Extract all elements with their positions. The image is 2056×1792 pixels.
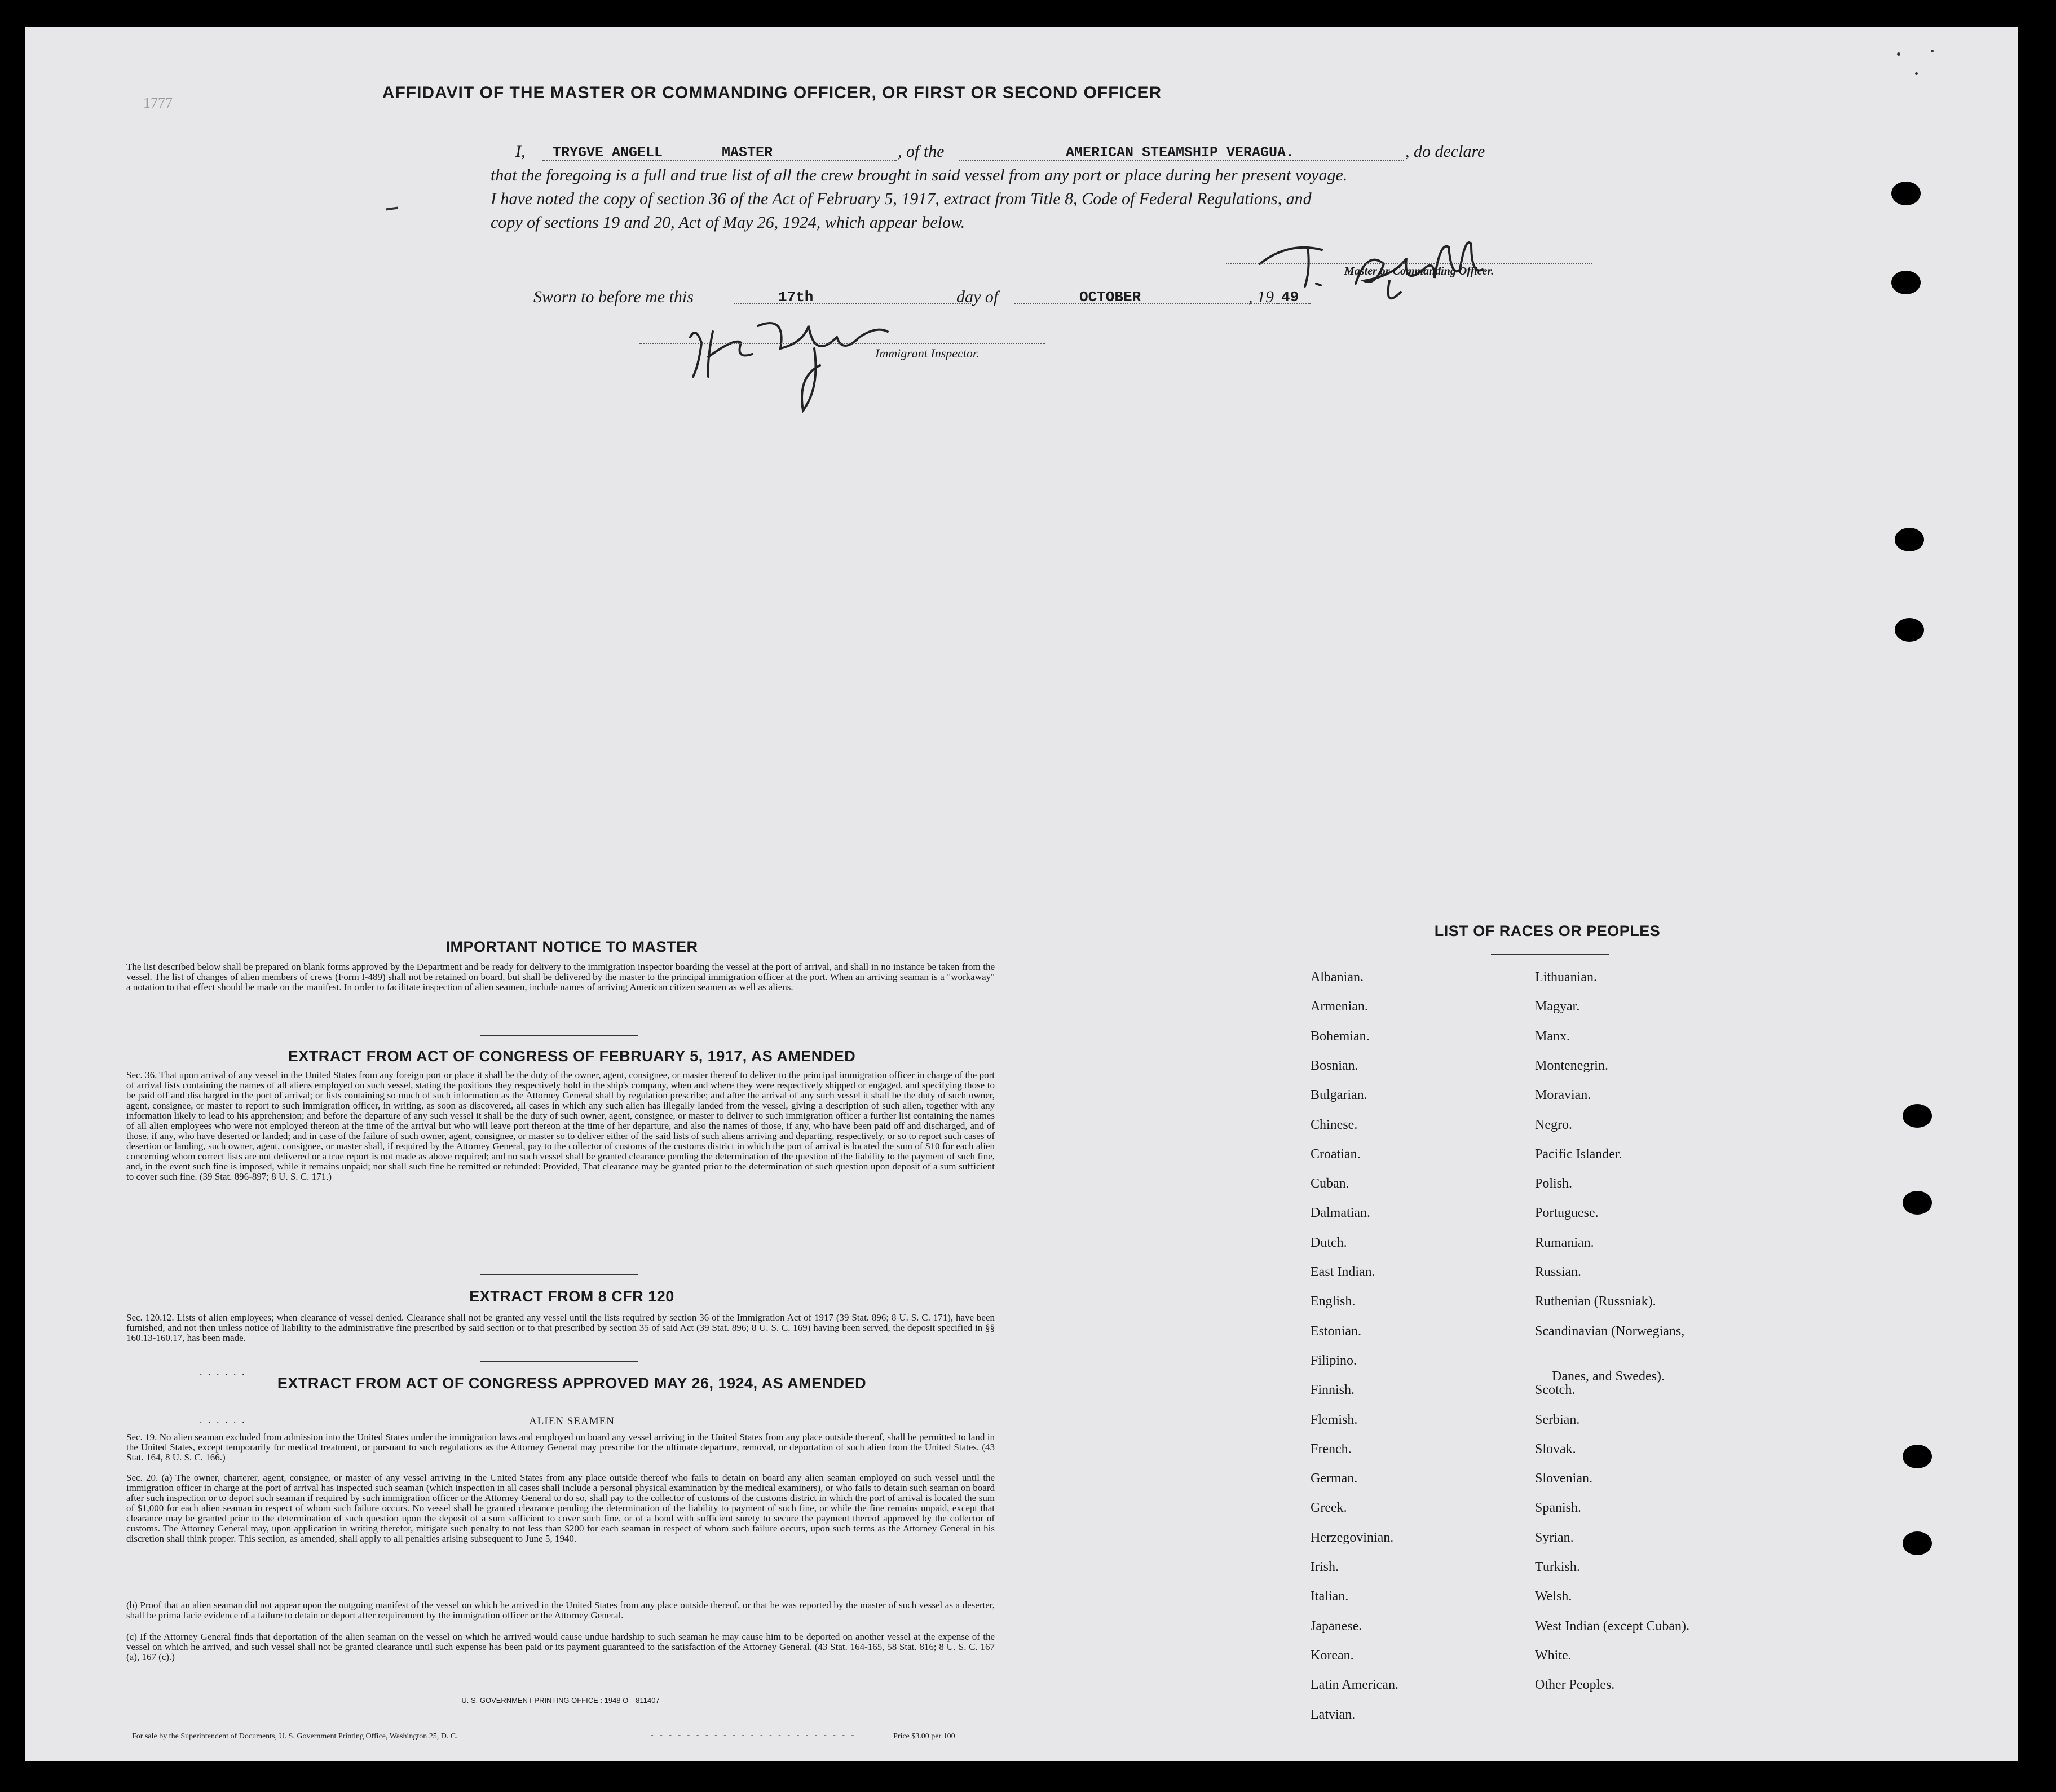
section-20b: (b) Proof that an alien seaman did not appear upon the outgoing manifest of the vessel on which he arrived in the United States from any place outside thereof, or that he was reported by the master of such vessel as a deserter, shall be prima facie evidence of a failure to detain or deport after requirement by the immigration officer or the Attorney General. xyxy=(126,1600,995,1621)
race-item: Latvian. xyxy=(1311,1707,1356,1722)
notice-body: The list described below shall be prepared on blank forms approved by the Department and be ready for delivery to the immigration inspector boarding the vessel at the port of arrival, and shall in no instance be taken from the vessel. The list of changes of alien members of crews (Form I-489) shall not be retained on board, but shall be delivered by the master to the principal immigration officer at the port. When an arriving seaman is a "workaway" a notation to that effect should be made on the manifest. In order to facilitate inspection of alien seamen, include names of arriving American citizen seamen as well as aliens. xyxy=(126,961,995,992)
race-item: Korean. xyxy=(1311,1648,1354,1663)
master-name: TRYGVE ANGELL xyxy=(553,144,663,161)
race-item: Chinese. xyxy=(1311,1117,1358,1132)
race-item: Dutch. xyxy=(1311,1235,1347,1250)
race-item: Slovak. xyxy=(1535,1441,1576,1456)
race-item: White. xyxy=(1535,1648,1572,1663)
race-item: Slovenian. xyxy=(1535,1471,1592,1486)
race-item: Italian. xyxy=(1311,1589,1349,1604)
footer-right: Price $3.00 per 100 xyxy=(893,1732,955,1741)
speck-mark xyxy=(386,206,398,210)
extract-1924-heading: EXTRACT FROM ACT OF CONGRESS APPROVED MAY 26, 1924, AS AMENDED xyxy=(277,1375,867,1392)
name-fill-line xyxy=(542,160,897,161)
race-item: Scandinavian (Norwegians, xyxy=(1535,1323,1685,1339)
notice-heading: IMPORTANT NOTICE TO MASTER xyxy=(445,938,698,955)
race-item: Lithuanian. xyxy=(1535,970,1597,985)
extract-1917-body: Sec. 36. That upon arrival of any vessel in the United States from any foreign port or place it shall be the duty of the owner, agent, consignee, or master thereof to deliver to the principal immigration officer in charge of the port of arrival lists containing the names of all aliens employed on such vessel, stating the positions they respectively hold in the ship's company, when and where they were respectively shipped or engaged, and specifying those to be paid off and discharged in the port of arrival; or lists containing so much of such information as the Attorney General shall by regulation prescribe; and after the arrival of any such vessel it shall be the duty of such owner, agent, consignee, or master to report to such immigration officer, in writing, as soon as discovered, all cases in which any such alien has illegally landed from the vessel, giving a description of such alien, together with any information likely to lead to his apprehension; and before the departure of any such vessel it shall be the duty of such owner, agent, consignee, or master to deliver to such immigration officer a further list containing the names of all alien employees who were not employed thereon at the time of the arrival but who will leave port thereon at the time of her departure, and also the names of those, if any, who have been paid off and discharged, and of those, if any, who have deserted or landed; and in case of the failure of such owner, agent, consignee, or master so to deliver either of the said lists of such aliens arriving and departing, respectively, or so to report such cases of desertion or landing, such owner, agent, consignee, or master shall, if required by the Attorney General, pay to the collector of customs of the customs district in which the port of arrival is located the sum of $10 for each alien concerning whom correct lists are not delivered or a true report is not made as above required; and no such vessel shall be granted clearance pending the determination of the question of the liability to the payment of such fine, and, in the event such fine is imposed, while it remains unpaid; nor shall such fine be remitted or refunded: Provided, That clearance may be granted prior to the determination of such question upon deposit of a sum sufficient to cover such fine. (39 Stat. 896-897; 8 U. S. C. 171.) xyxy=(126,1070,995,1182)
binder-hole xyxy=(1895,528,1924,551)
race-item: Irish. xyxy=(1311,1560,1339,1574)
footer-left: For sale by the Superintendent of Documents, U. S. Government Printing Office, Washington 25, D. C. xyxy=(132,1732,458,1741)
race-item: Turkish. xyxy=(1535,1560,1580,1574)
race-item: West Indian (except Cuban). xyxy=(1535,1618,1689,1634)
divider-rule xyxy=(480,1035,638,1036)
race-item: Russian. xyxy=(1535,1265,1582,1279)
footer-dashes: - - - - - - - - - - - - - - - - - - - - - - - xyxy=(651,1731,857,1740)
race-item: Pacific Islander. xyxy=(1535,1146,1622,1162)
race-item: Danes, and Swedes). xyxy=(1552,1369,1665,1384)
race-item: Magyar. xyxy=(1535,999,1580,1014)
race-item: Armenian. xyxy=(1311,999,1368,1014)
race-item: French. xyxy=(1311,1441,1352,1456)
declaration-line-4: copy of sections 19 and 20, Act of May 26, 1924, which appear below. xyxy=(491,213,965,232)
binder-hole xyxy=(1903,1104,1932,1128)
race-item: German. xyxy=(1311,1471,1358,1486)
day-of-text: day of xyxy=(956,288,999,306)
race-item: Herzegovinian. xyxy=(1311,1530,1394,1545)
inspector-caption: Immigrant Inspector. xyxy=(875,346,980,360)
race-item: East Indian. xyxy=(1311,1265,1375,1279)
page-mark: 1777 xyxy=(143,95,173,111)
race-item: Rumanian. xyxy=(1535,1235,1594,1250)
races-heading-rule xyxy=(1491,954,1609,955)
race-item: Portuguese. xyxy=(1535,1206,1599,1221)
race-item: Latin American. xyxy=(1311,1678,1398,1693)
master-rank: MASTER xyxy=(722,144,773,161)
sworn-month: OCTOBER xyxy=(1079,289,1141,306)
race-item: Bohemian. xyxy=(1311,1029,1370,1044)
document-page xyxy=(25,27,2018,1761)
speck-mark xyxy=(1915,72,1918,75)
race-item: Flemish. xyxy=(1311,1412,1358,1427)
race-item: Polish. xyxy=(1535,1176,1573,1191)
race-item: Spanish. xyxy=(1535,1500,1582,1516)
race-item: Japanese. xyxy=(1311,1618,1362,1634)
race-item: Finnish. xyxy=(1311,1383,1355,1398)
of-the-text: , of the xyxy=(898,142,945,161)
race-item: Dalmatian. xyxy=(1311,1206,1370,1221)
speck-mark xyxy=(1897,52,1900,56)
binder-hole xyxy=(1895,618,1924,642)
do-declare-text: , do declare xyxy=(1405,142,1485,161)
vessel-name: AMERICAN STEAMSHIP VERAGUA. xyxy=(1066,144,1295,161)
declaration-line-3: I have noted the copy of section 36 of the Act of February 5, 1917, extract from Title 8, Code of Federal Regulations, and xyxy=(491,189,1312,208)
month-fill-line xyxy=(1014,303,1280,304)
race-item: Manx. xyxy=(1535,1029,1570,1044)
race-item: Scotch. xyxy=(1535,1383,1576,1398)
race-item: Welsh. xyxy=(1535,1589,1572,1604)
extract-1917-heading: EXTRACT FROM ACT OF CONGRESS OF FEBRUARY 5, 1917, AS AMENDED xyxy=(288,1048,856,1065)
affidavit-title: AFFIDAVIT OF THE MASTER OR COMMANDING OFFICER, OR FIRST OR SECOND OFFICER xyxy=(382,83,1162,102)
signature-line xyxy=(1226,263,1592,264)
dots-line: . . . . . . xyxy=(200,1414,246,1425)
sworn-day: 17th xyxy=(778,289,814,306)
inspector-signature-line xyxy=(639,343,1045,344)
gpo-line: U. S. GOVERNMENT PRINTING OFFICE : 1948 O—811407 xyxy=(461,1696,660,1705)
dots-line: . . . . . . xyxy=(200,1366,246,1378)
races-heading: LIST OF RACES OR PEOPLES xyxy=(1434,923,1661,939)
speck-mark xyxy=(1931,50,1934,52)
extract-cfr-body: Sec. 120.12. Lists of alien employees; when clearance of vessel denied. Clearance shall not be granted any vessel until the lists required by section 36 of the Immigration Act of 1917 (39 Stat. 896; 8 U. S. C. 171), have been furnished, and not then unless notice of liability to the administrative fine prescribed by said section or to that prescribed by section 35 of said Act (39 Stat. 896; 8 U. S. C. 169) having been served, the deposit specified in §§ 160.13-160.17, has been made. xyxy=(126,1312,995,1343)
section-20c: (c) If the Attorney General finds that deportation of the alien seaman on the vessel on which he arrived would cause undue hardship to such seaman he may cause him to be deported on another vessel at the expense of the vessel on which he arrived, and such vessel shall not be granted clearance until such expense has been paid or its payment guaranteed to the satisfaction of the Attorney General. (43 Stat. 164-165, 58 Stat. 816; 8 U. S. C. 167 (a), 167 (c).) xyxy=(126,1631,995,1662)
year-prefix: , 19 xyxy=(1248,288,1274,306)
year-fill-line xyxy=(1277,303,1311,304)
race-item: Bosnian. xyxy=(1311,1058,1358,1073)
divider-rule xyxy=(480,1361,638,1362)
binder-hole xyxy=(1891,271,1921,294)
race-item: Other Peoples. xyxy=(1535,1678,1615,1693)
vessel-fill-line xyxy=(959,160,1404,161)
race-item: Estonian. xyxy=(1311,1323,1361,1339)
divider-rule xyxy=(480,1274,638,1275)
sworn-year: 49 xyxy=(1281,289,1299,306)
race-item: Serbian. xyxy=(1535,1412,1580,1427)
binder-hole xyxy=(1903,1445,1932,1468)
binder-hole xyxy=(1891,182,1921,205)
race-item: Greek. xyxy=(1311,1500,1347,1516)
race-item: Moravian. xyxy=(1535,1088,1591,1103)
race-item: Albanian. xyxy=(1311,970,1364,985)
binder-hole xyxy=(1903,1531,1932,1555)
race-item: English. xyxy=(1311,1294,1356,1309)
sworn-prefix: Sworn to before me this xyxy=(533,288,694,306)
race-item: Ruthenian (Russniak). xyxy=(1535,1294,1656,1309)
binder-hole xyxy=(1903,1191,1932,1215)
section-20a: Sec. 20. (a) The owner, charterer, agent, consignee, or master of any vessel arriving in the United States from any place outside thereof who fails to detain on board any alien seaman employed on such vessel until the immigration officer in charge at the port of arrival has inspected such seaman (which inspection in all cases shall include a personal physical examination by the medical examiners), or who fails to detain such seaman on board after such inspection or to deport such seaman if required by such immigration officer or the Attorney General to do so, shall pay to the collector of customs of the customs district in which the port of arrival is located the sum of $1,000 for each alien seaman in respect of whom such failure occurs. No vessel shall be granted clearance pending the determination of the liability to payment of such fine, or while the fine remains unpaid, except that clearance may be granted prior to the determination of such question upon the deposit of a sum sufficient to cover such fine, or of a bond with sufficient surety to secure the payment thereof approved by the collector of customs. The Attorney General may, upon application in writing therefor, mitigate such penalty to not less than $200 for each seaman in respect of whom such failure occurs, upon such terms as the Attorney General in his discretion shall think proper. This section, as amended, shall apply to all penalties arising subsequent to June 5, 1940. xyxy=(126,1472,995,1544)
section-19: Sec. 19. No alien seaman excluded from admission into the United States under the immigration laws and employed on board any vessel arriving in the United States from any place outside thereof, shall be permitted to land in the United States, except temporarily for medical treatment, or pursuant to such regulations as the Attorney General may prescribe for the ultimate departure, removal, or deportation of such alien from the United States. (43 Stat. 164, 8 U. S. C. 166.) xyxy=(126,1432,995,1463)
race-item: Filipino. xyxy=(1311,1353,1357,1368)
signature-caption: Master or Commanding Officer. xyxy=(1344,265,1494,277)
race-item: Croatian. xyxy=(1311,1146,1361,1162)
declaration-i: I, xyxy=(515,142,526,161)
race-item: Negro. xyxy=(1535,1117,1572,1132)
extract-cfr-heading: EXTRACT FROM 8 CFR 120 xyxy=(469,1288,674,1305)
race-item: Montenegrin. xyxy=(1535,1058,1608,1073)
race-item: Syrian. xyxy=(1535,1530,1574,1545)
race-item: Cuban. xyxy=(1311,1176,1349,1191)
race-item: Bulgarian. xyxy=(1311,1088,1367,1103)
declaration-line-2: that the foregoing is a full and true list of all the crew brought in said vessel from any port or place during her present voyage. xyxy=(491,166,1348,184)
alien-seamen-subheading: ALIEN SEAMEN xyxy=(529,1415,615,1427)
